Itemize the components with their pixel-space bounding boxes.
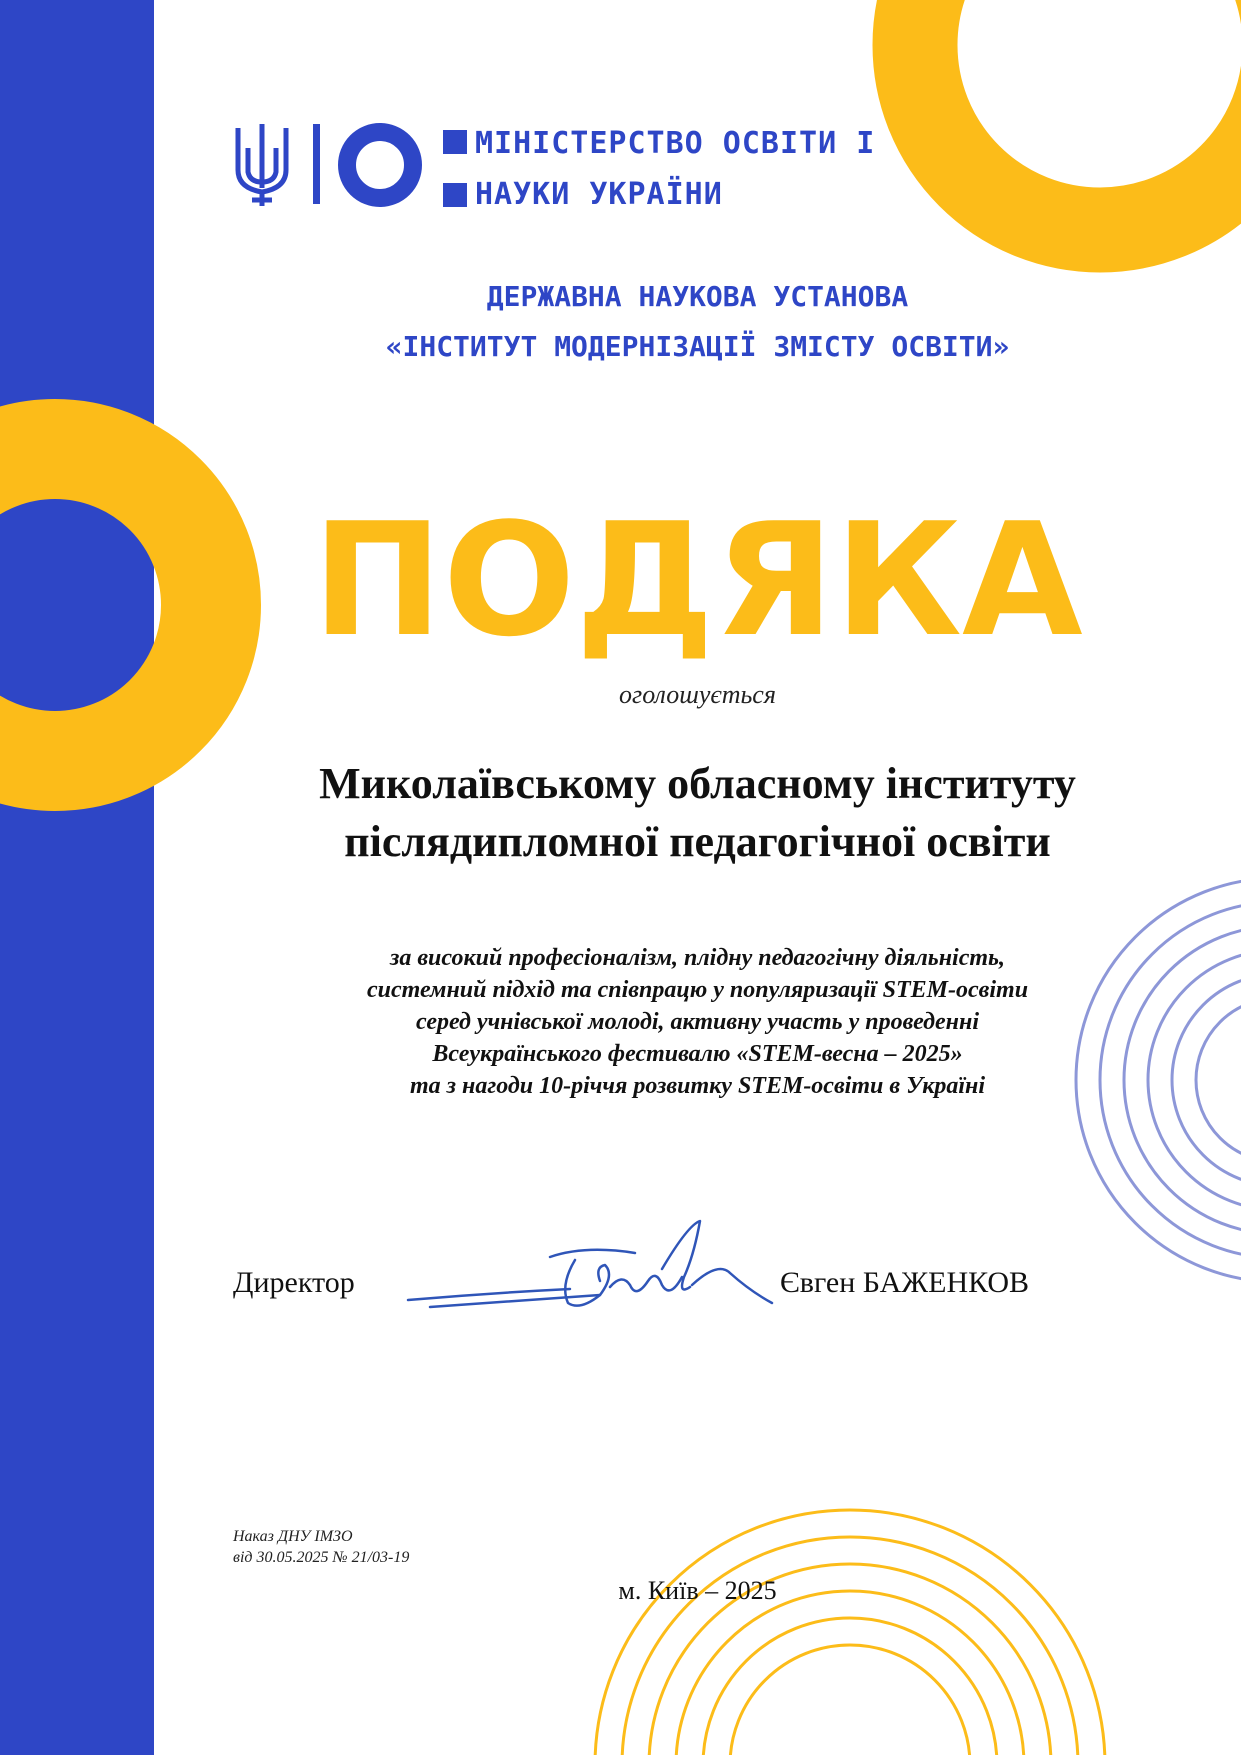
trident-icon [232, 118, 292, 210]
signatory-name: Євген БАЖЕНКОВ [780, 1266, 1030, 1299]
order-note [233, 1526, 409, 1568]
recipient [154, 755, 1241, 871]
ministry-line-1: МІНІСТЕРСТВО ОСВІТИ І [475, 126, 876, 161]
signature-position: Директор [233, 1266, 355, 1299]
recipient-line-1: Миколаївському обласному інституту [319, 759, 1076, 808]
bottom-yellow-arcs [595, 1510, 1105, 1755]
logo-square-bottom [443, 183, 467, 207]
logo-square-top [443, 130, 467, 154]
institution-line-2: «ІНСТИТУТ МОДЕРНІЗАЦІЇ ЗМІСТУ ОСВІТИ» [385, 330, 1010, 363]
reason-line-2: системний підхід та співпрацю у популяризації STEM-освіти [366, 977, 1029, 1003]
institution-line-1: ДЕРЖАВНА НАУКОВА УСТАНОВА [486, 280, 909, 313]
reason-line-3: серед учнівської молоді, активну участь у проведенні [415, 1009, 979, 1035]
reason-line-5: та з нагоди 10-річчя розвитку STEM-освіти в Україні [409, 1073, 986, 1099]
order-line-1: Наказ ДНУ ІМЗО [233, 1528, 353, 1545]
certificate-title: ПОДЯКА [312, 489, 1083, 671]
ministry-line-2: НАУКИ УКРАЇНИ [475, 177, 723, 212]
reason-line-4: Всеукраїнського фестивалю «STEM-весна – 2025» [432, 1041, 963, 1067]
recipient-line-2: післядипломної педагогічної освіти [344, 817, 1051, 866]
order-line-2: від 30.05.2025 № 21/03-19 [233, 1549, 410, 1566]
io-logo [335, 120, 425, 210]
city-year: м. Київ – 2025 [618, 1576, 777, 1605]
reason-line-1: за високий професіоналізм, плідну педагогічну діяльність, [389, 945, 1006, 971]
logo-bar [313, 124, 320, 204]
reason-text [154, 942, 1241, 1102]
announced-text: оголошується [619, 680, 776, 709]
handwritten-signature [400, 1215, 780, 1325]
